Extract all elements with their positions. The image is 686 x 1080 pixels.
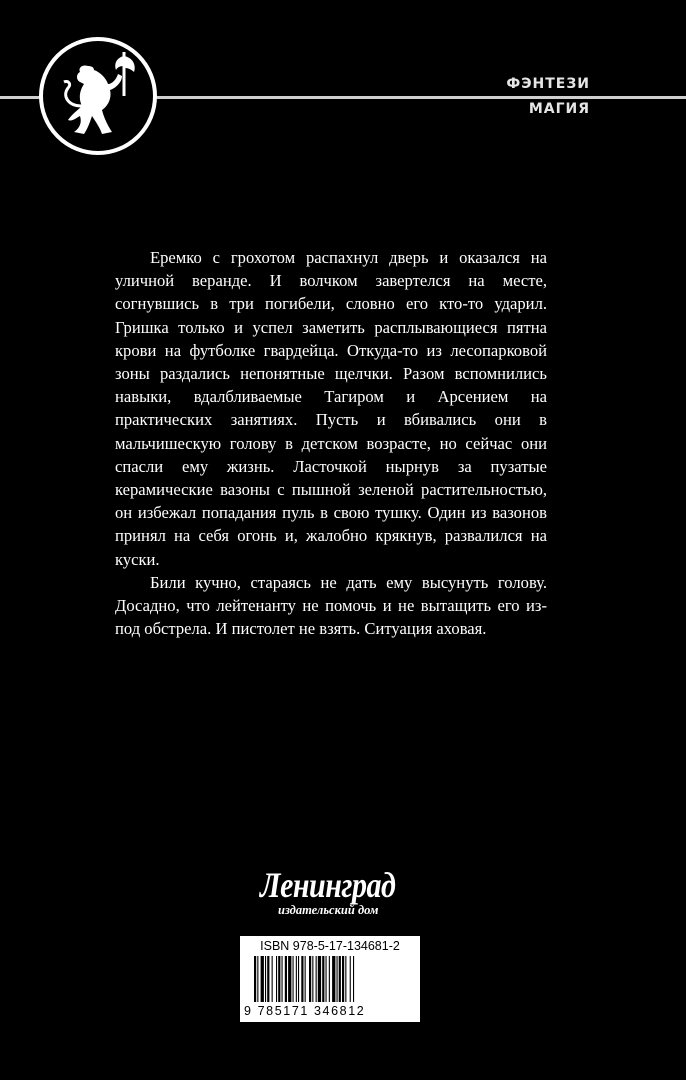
isbn-number: ISBN 978-5-17-134681-2 <box>260 939 400 953</box>
publisher-logo <box>238 866 448 926</box>
annotation-paragraph: Еремко с грохотом распахнул дверь и оказался на уличной веранде. И волчком завертелся на месте, согнувшись в три погибели, словно его кто-то ударил. Гришка только и успел заметить расплывающиеся пятна крови на футболке гвардейца. Откуда-то из лесопарковой зоны раздались непонятные щелчки. Разом вспомнились навыки, вдалбливаемые Тагиром и Арсением на практических занятиях. Пусть и вбивались они в мальчишескую голову в детском возрасте, но сейчас они спасли ему жизнь. Ласточкой нырнув за пузатые керамические вазоны с пышной зеленой растительностью, он избежал попадания пуль в свою тушку. Один из вазонов принял на себя огонь и, жалобно крякнув, развалился на куски. <box>115 248 547 569</box>
isbn-barcode <box>240 936 420 1022</box>
book-annotation <box>115 246 547 640</box>
genre-label: ФЭНТЕЗИ <box>506 76 590 92</box>
ean-number: 9 785171 346812 <box>244 1004 366 1018</box>
publisher-name: Ленинград <box>260 866 396 906</box>
annotation-paragraph: Били кучно, стараясь не дать ему высунуть голову. Досадно, что лейтенанту не помочь и не вытащить его из-под обстрела. И пистолет не взять. Ситуация аховая. <box>115 572 547 639</box>
genre-label: МАГИЯ <box>528 101 590 117</box>
barcode-icon <box>244 956 416 1004</box>
lion-emblem-icon <box>38 36 158 156</box>
publisher-subtitle: издательский дом <box>278 903 379 917</box>
